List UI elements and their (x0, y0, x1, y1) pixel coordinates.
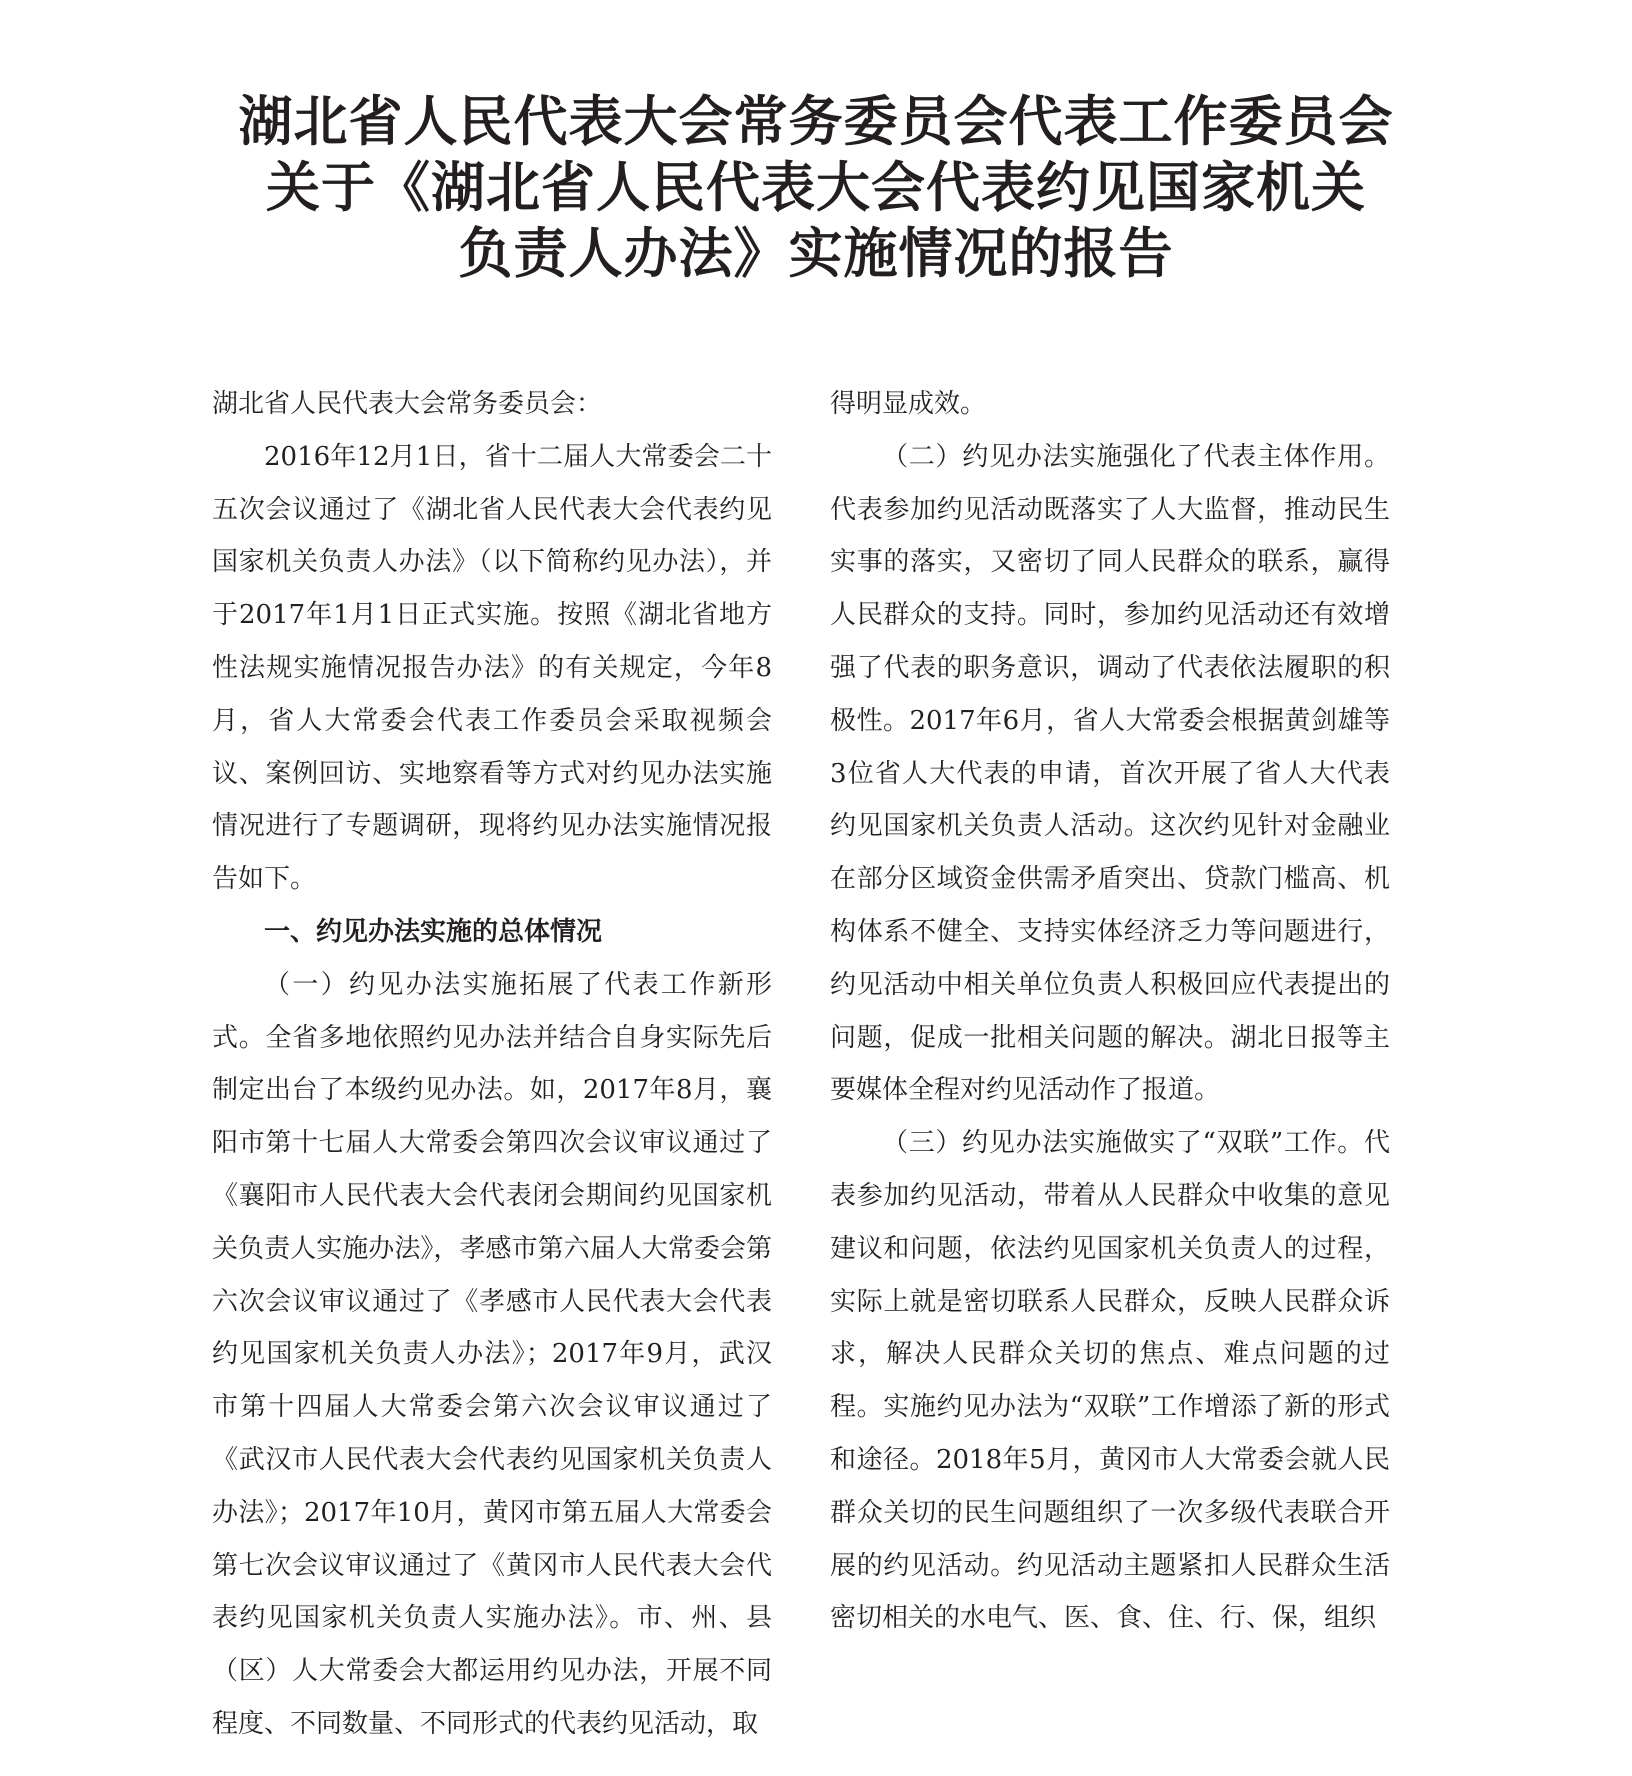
right-column (830, 378, 1390, 1645)
item-1-paragraph: （一）约见办法实施拓展了代表工作新形式。全省多地依照约见办法并结合自身实际先后制定出台了本级约见办法。如，2017年8月，襄阳市第十七届人大常委会第四次会议审议通过了《襄阳市人民代表大会代表闭会期间约见国家机关负责人实施办法》，孝感市第六届人大常委会第六次会议审议通过了《孝感市人民代表大会代表约见国家机关负责人办法》；2017年9月，武汉市第十四届人大常委会第六次会议审议通过了《武汉市人民代表大会代表约见国家机关负责人办法》；2017年10月，黄冈市第五届人大常委会第七次会议审议通过了《黄冈市人民代表大会代表约见国家机关负责人实施办法》。市、州、县（区）人大常委会大都运用约见办法，开展不同程度、不同数量、不同形式的代表约见活动，取 (212, 969, 772, 1739)
intro-paragraph: 2016年12月1日，省十二届人大常委会二十五次会议通过了《湖北省人民代表大会代表约见国家机关负责人办法》（以下简称约见办法），并于2017年1月1日正式实施。按照《湖北省地方性法规实施情况报告办法》的有关规定，今年8月，省人大常委会代表工作委员会采取视频会议、案例回访、实地察看等方式对约见办法实施情况进行了专题调研，现将约见办法实施情况报告如下。 (212, 441, 772, 895)
left-column (212, 378, 772, 1751)
title-line-2: 关于《湖北省人民代表大会代表约见国家机关 (266, 155, 1366, 219)
item-2-paragraph: （二）约见办法实施强化了代表主体作用。代表参加约见活动既落实了人大监督，推动民生实事的落实，又密切了同人民群众的联系，赢得人民群众的支持。同时，参加约见活动还有效增强了代表的职务意识，调动了代表依法履职的积极性。2017年6月，省人大常委会根据黄剑雄等3位省人大代表的申请，首次开展了省人大代表约见国家机关负责人活动。这次约见针对金融业在部分区域资金供需矛盾突出、贷款门槛高、机构体系不健全、支持实体经济乏力等问题进行，约见活动中相关单位负责人积极回应代表提出的问题，促成一批相关问题的解决。湖北日报等主要媒体全程对约见活动作了报道。 (830, 441, 1390, 1106)
report-title (160, 88, 1472, 286)
item-1-continuation: 得明显成效。 (830, 389, 987, 419)
title-line-1: 湖北省人民代表大会常务委员会代表工作委员会 (238, 89, 1394, 153)
title-line-3: 负责人办法》实施情况的报告 (458, 221, 1174, 285)
salutation: 湖北省人民代表大会常务委员会： (212, 389, 603, 419)
section-heading: 一、约见办法实施的总体情况 (264, 916, 603, 947)
item-3-paragraph: （三）约见办法实施做实了“双联”工作。代表参加约见活动，带着从人民群众中收集的意见建议和问题，依法约见国家机关负责人的过程，实际上就是密切联系人民群众，反映人民群众诉求，解决人民群众关切的焦点、难点问题的过程。实施约见办法为“双联”工作增添了新的形式和途径。2018年5月，黄冈市人大常委会就人民群众关切的民生问题组织了一次多级代表联合开展的约见活动。约见活动主题紧扣人民群众生活密切相关的水电气、医、食、住、行、保，组织 (830, 1128, 1390, 1634)
